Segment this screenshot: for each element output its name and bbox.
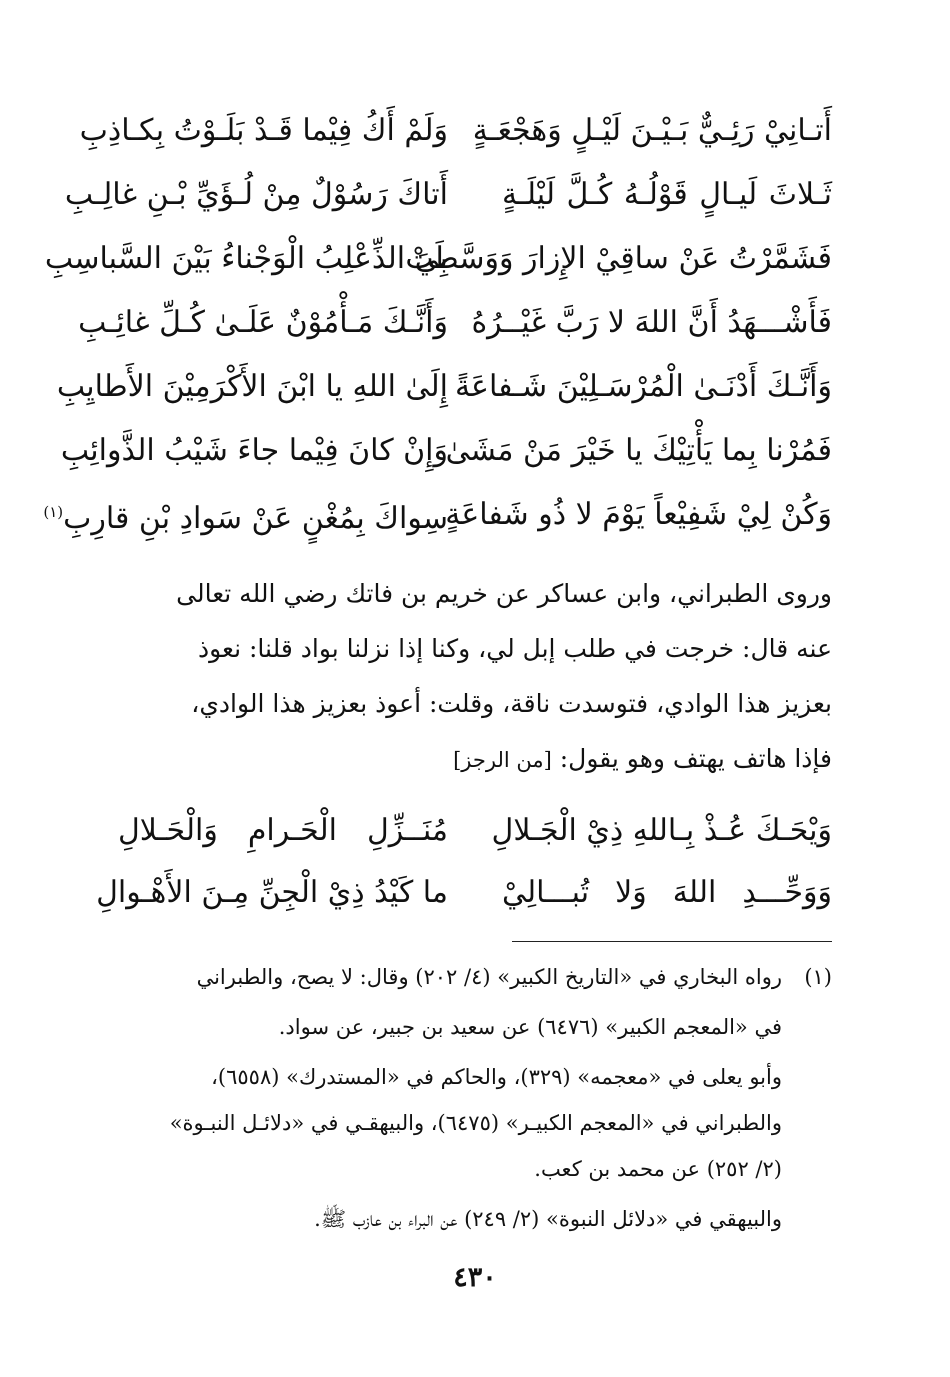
verse-second-hemistich: ما كَيْدُ ذِيْ الْجِنِّ مِـنَ الأَهْـوالِ [96,875,448,910]
footnote-row [118,962,832,992]
verse-first-hemistich: ثَـلاثَ لَيـالٍ قَوْلُـهُ كُـلَّ لَيْلَـةٍ [502,177,832,212]
verse-first-hemistich: وَيْحَـكَ عُـذْ بِـاللهِ ذِيْ الْجَـلالِ [491,813,832,848]
verse-line [118,800,832,862]
verse-first-hemistich: فَمُرْنا بِما يَأْتِيْكَ يا خَيْرَ مَنْ مَشَىٰ [445,433,832,468]
footnote-line: والطبراني في «المعجم الكبيـر» (٦٤٧٥)، والبيهقـي في «دلائـل النبـوة» [169,1111,782,1135]
page-number: ٤٣٠ [453,1262,497,1293]
prose-line: وروى الطبراني، وابن عساكر عن خريم بن فاتك رضي الله تعالى [176,579,832,608]
verse-first-hemistich: وَكُنْ لِيْ شَفِيْعاً يَوْمَ لا ذُو شَفاعَةٍ [445,497,832,532]
verse-second-hemistich [43,490,448,541]
verse-line [44,228,832,290]
verse-line [56,356,832,418]
footnote-row [118,1062,832,1092]
footnote-row [118,1012,832,1042]
footnote-number: (١) [804,965,832,989]
verse-first-hemistich: وَوَحِّـــدِ اللهَ وَلا تُبـــالِيْ [502,875,832,910]
prose-line-text: فإذا هاتف يهتف وهو يقول: [559,744,832,773]
verse-line [64,164,832,226]
verse-second-hemistich: أَتاكَ رَسُوْلٌ مِنْ لُـؤَيِّ بْـنِ غالِـبِ [64,177,448,212]
footnote-row [118,1108,832,1138]
verse-first-hemistich: فَأَشْـــهَدُ أَنَّ اللهَ لا رَبَّ غَيْــرُهُ [471,305,832,340]
prose-line-last [118,731,832,788]
verse-first-hemistich: فَشَمَّرْتُ عَنْ ساقِيْ الإِزارَ وَوَسَّطَتْ [405,241,832,276]
footnote-line: وأبو يعلى في «معجمه» (٣٢٩)، والحاكم في «المستدرك» (٦٥٥٨)، [211,1065,782,1089]
verse-second-hemistich: مُنَــزِّلِ الْحَـرامِ وَالْحَـلالِ [118,813,448,848]
verse-line [43,484,832,546]
verse-first-hemistich: أَتـانِيْ رَئِـيٌّ بَـيْـنَ لَيْـلٍ وَهَجْعَـةٍ [472,113,832,148]
verse-second-hemistich: وَلَمْ أَكُ فِيْما قَـدْ بَلَـوْتُ بِكـاذِبِ [79,113,448,148]
verse-second-hemistich-text: سِواكَ بِمُغْنٍ عَنْ سَوادِ بْنِ قارِبِ [63,500,448,536]
verse-second-hemistich: إِلَىٰ اللهِ يا ابْنَ الأَكْرَمِيْنَ الأَطايِبِ [56,369,448,404]
footnote-line: (٢/ ٢٥٢) عن محمد بن كعب. [534,1157,782,1181]
footnote-line: والبيهقي في «دلائل النبوة» (٢/ ٢٤٩) عن البراء بن عازب ﷺ. [314,1207,782,1231]
verse-line [78,292,832,354]
footnote-line: رواه البخاري في «التاريخ الكبير» (٤/ ٢٠٢) وقال: لا يصح، والطبراني [196,965,782,989]
verse-second-hemistich: وَأَنَّـكَ مَـأْمُوْنٌ عَلَـىٰ كُـلِّ غائِـبِ [78,305,448,340]
verse-line [60,420,832,482]
footnote-marker: (١) [43,502,64,521]
verse-line [96,862,832,924]
meter-label: [من الرجز] [453,748,552,772]
footnote-row [118,1154,832,1184]
prose-line: بعزيز هذا الوادي، فتوسدت ناقة، وقلت: أعوذ بعزيز هذا الوادي، [191,689,832,718]
footnote-row [118,1204,832,1234]
verse-second-hemistich: بِيَ الذِّعْلِبُ الْوَجْناءُ بَيْنَ السَّباسِبِ [44,241,448,276]
verse-line [79,100,832,162]
verse-first-hemistich: وَأَنَّـكَ أَدْنَـىٰ الْمُرْسَـلِيْنَ شَـفاعَةً [454,369,832,404]
verse-second-hemistich: وَإِنْ كانَ فِيْما جاءَ شَيْبُ الذَّوائِبِ [60,433,448,468]
prose-paragraph [118,566,832,788]
footnote-line: في «المعجم الكبير» (٦٤٧٦) عن سعيد بن جبير، عن سواد. [278,1015,782,1039]
prose-line: عنه قال: خرجت في طلب إبل لي، وكنا إذا نزلنا بواد قلنا: نعوذ [197,634,832,663]
footnote-separator [512,941,832,942]
